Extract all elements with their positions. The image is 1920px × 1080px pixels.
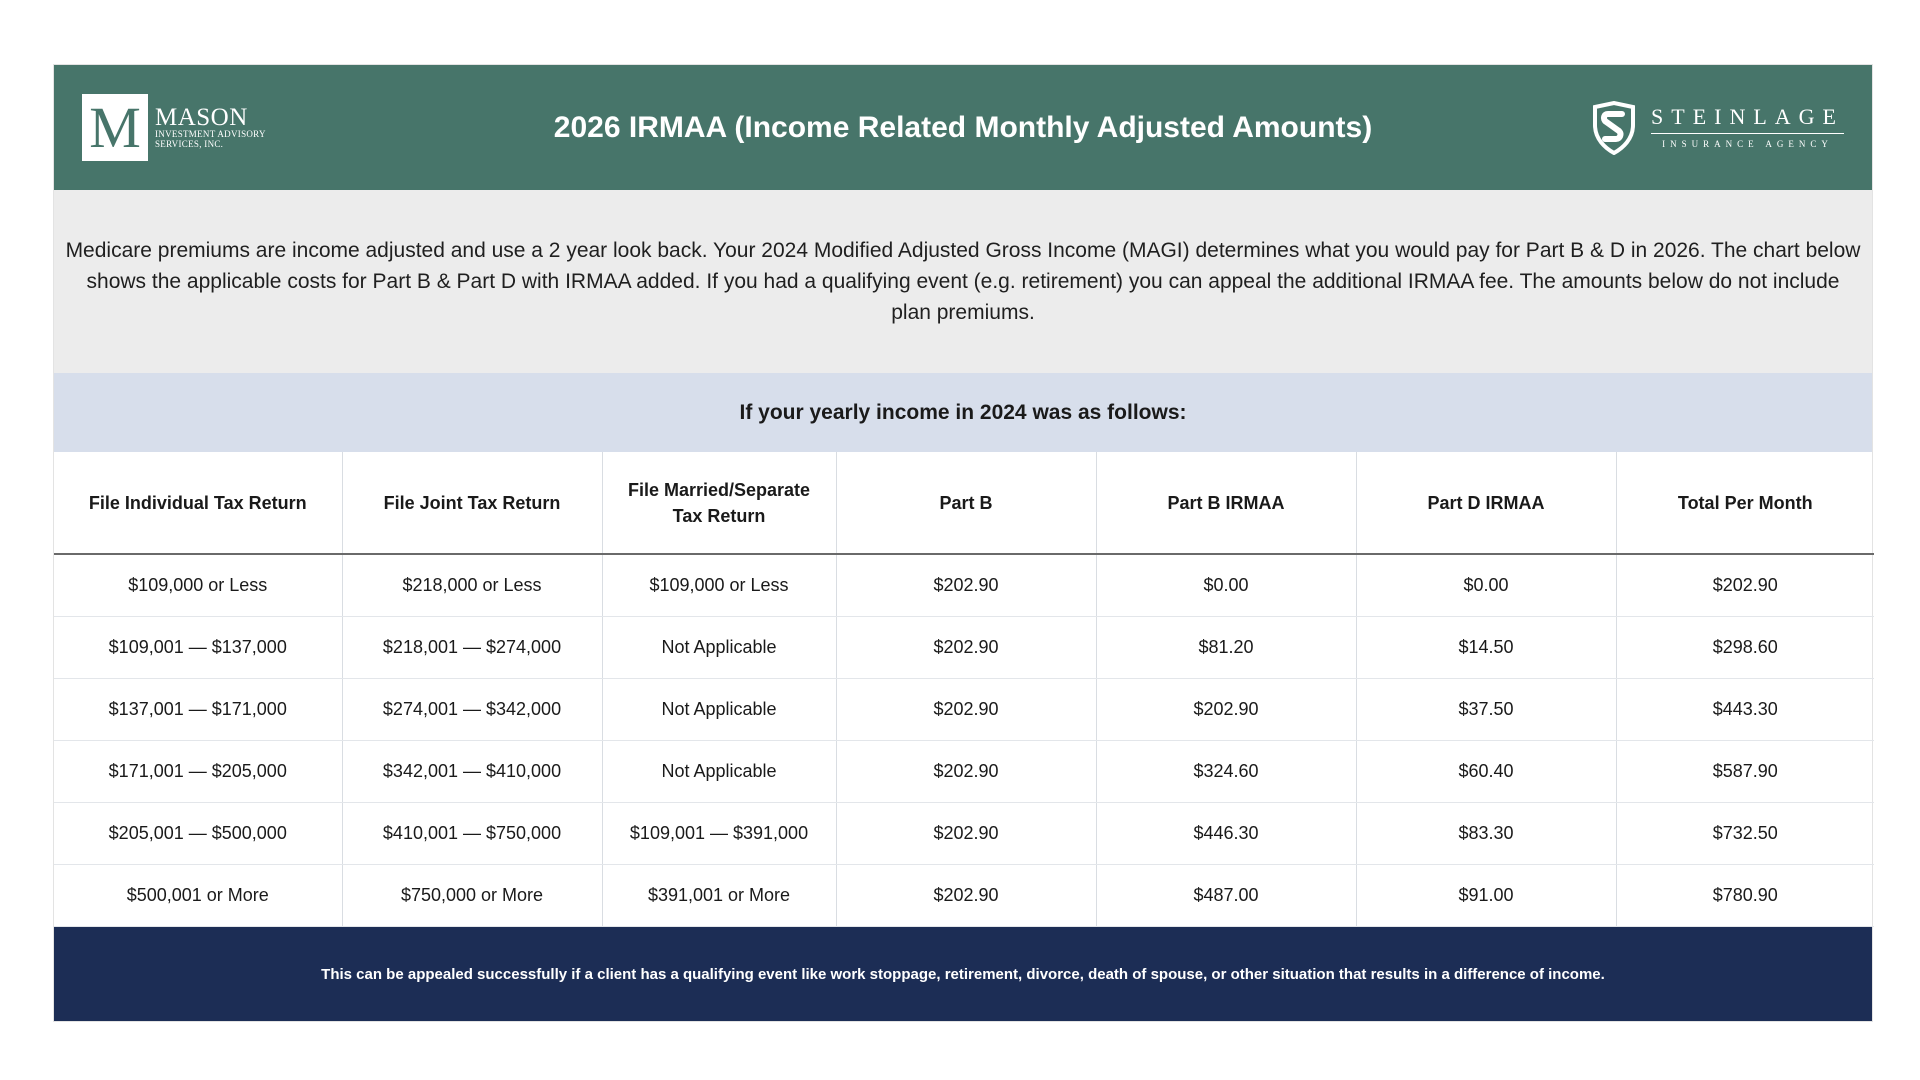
cell-joint: $218,001 — $274,000 <box>342 617 602 679</box>
cell-married-separate: $109,001 — $391,000 <box>602 803 836 865</box>
cell-part-d-irmaa: $83.30 <box>1356 803 1616 865</box>
cell-joint: $342,001 — $410,000 <box>342 741 602 803</box>
header-married-separate: File Married/Separate Tax Return <box>602 452 836 554</box>
cell-part-b: $202.90 <box>836 803 1096 865</box>
cell-total-per-month: $732.50 <box>1616 803 1874 865</box>
cell-part-b: $202.90 <box>836 865 1096 927</box>
intro-section <box>54 190 1872 373</box>
table-row <box>54 679 1874 741</box>
header-individual: File Individual Tax Return <box>54 452 342 554</box>
irmaa-sheet <box>53 64 1873 1022</box>
cell-married-separate: Not Applicable <box>602 741 836 803</box>
cell-individual: $137,001 — $171,000 <box>54 679 342 741</box>
cell-individual: $171,001 — $205,000 <box>54 741 342 803</box>
footer-note: This can be appealed successfully if a client has a qualifying event like work stoppage, retirement, divorce, death of spouse, or other situation that results in a difference of income. <box>321 965 1605 983</box>
mason-logo-line2: SERVICES, INC. <box>155 138 224 149</box>
cell-part-b: $202.90 <box>836 554 1096 617</box>
table-row <box>54 554 1874 617</box>
table-row <box>54 865 1874 927</box>
mason-logo-mark: M <box>82 94 148 161</box>
cell-total-per-month: $298.60 <box>1616 617 1874 679</box>
cell-part-b-irmaa: $487.00 <box>1096 865 1356 927</box>
page-title: 2026 IRMAA (Income Related Monthly Adjusted Amounts) <box>553 111 1373 144</box>
cell-married-separate: Not Applicable <box>602 679 836 741</box>
footer-banner <box>54 927 1872 1021</box>
table-row <box>54 803 1874 865</box>
cell-part-b-irmaa: $0.00 <box>1096 554 1356 617</box>
cell-part-b: $202.90 <box>836 679 1096 741</box>
cell-total-per-month: $443.30 <box>1616 679 1874 741</box>
intro-text: Medicare premiums are income adjusted and use a 2 year look back. Your 2024 Modified Adjusted Gross Income (MAGI) determines what you would pay for Part B & D in 2026. The chart below shows the applicable costs for Part B & Part D with IRMAA added. If you had a qualifying event (e.g. retirement) you can appeal the additional IRMAA fee. The amounts below do not include plan premiums. <box>65 239 1861 324</box>
cell-joint: $274,001 — $342,000 <box>342 679 602 741</box>
cell-individual: $109,000 or Less <box>54 554 342 617</box>
cell-individual: $109,001 — $137,000 <box>54 617 342 679</box>
header-joint: File Joint Tax Return <box>342 452 602 554</box>
cell-part-b: $202.90 <box>836 741 1096 803</box>
header-part-b: Part B <box>836 452 1096 554</box>
shield-s-icon <box>1589 101 1639 155</box>
cell-part-d-irmaa: $14.50 <box>1356 617 1616 679</box>
cell-individual: $500,001 or More <box>54 865 342 927</box>
cell-part-d-irmaa: $37.50 <box>1356 679 1616 741</box>
cell-part-d-irmaa: $60.40 <box>1356 741 1616 803</box>
header-part-d-irmaa: Part D IRMAA <box>1356 452 1616 554</box>
table-subheading: If your yearly income in 2024 was as follows: <box>54 373 1872 452</box>
table-row <box>54 741 1874 803</box>
cell-joint: $218,000 or Less <box>342 554 602 617</box>
cell-part-d-irmaa: $91.00 <box>1356 865 1616 927</box>
cell-joint: $750,000 or More <box>342 865 602 927</box>
steinlage-logo-name: STEINLAGE <box>1651 104 1844 134</box>
cell-joint: $410,001 — $750,000 <box>342 803 602 865</box>
table-header-row <box>54 452 1874 554</box>
header-banner <box>54 65 1872 190</box>
table-row <box>54 617 1874 679</box>
cell-part-d-irmaa: $0.00 <box>1356 554 1616 617</box>
irmaa-table <box>54 452 1874 927</box>
cell-married-separate: Not Applicable <box>602 617 836 679</box>
cell-married-separate: $391,001 or More <box>602 865 836 927</box>
cell-total-per-month: $587.90 <box>1616 741 1874 803</box>
cell-part-b-irmaa: $446.30 <box>1096 803 1356 865</box>
cell-part-b: $202.90 <box>836 617 1096 679</box>
steinlage-logo-sub: INSURANCE AGENCY <box>1662 139 1833 149</box>
mason-logo-line1: INVESTMENT ADVISORY <box>155 128 266 139</box>
steinlage-logo <box>1589 101 1844 155</box>
cell-individual: $205,001 — $500,000 <box>54 803 342 865</box>
cell-part-b-irmaa: $202.90 <box>1096 679 1356 741</box>
cell-total-per-month: $202.90 <box>1616 554 1874 617</box>
cell-part-b-irmaa: $324.60 <box>1096 741 1356 803</box>
cell-married-separate: $109,000 or Less <box>602 554 836 617</box>
cell-total-per-month: $780.90 <box>1616 865 1874 927</box>
header-part-b-irmaa: Part B IRMAA <box>1096 452 1356 554</box>
header-total-per-month: Total Per Month <box>1616 452 1874 554</box>
steinlage-logo-text <box>1651 104 1844 152</box>
mason-logo-name: MASON <box>155 103 248 131</box>
cell-part-b-irmaa: $81.20 <box>1096 617 1356 679</box>
